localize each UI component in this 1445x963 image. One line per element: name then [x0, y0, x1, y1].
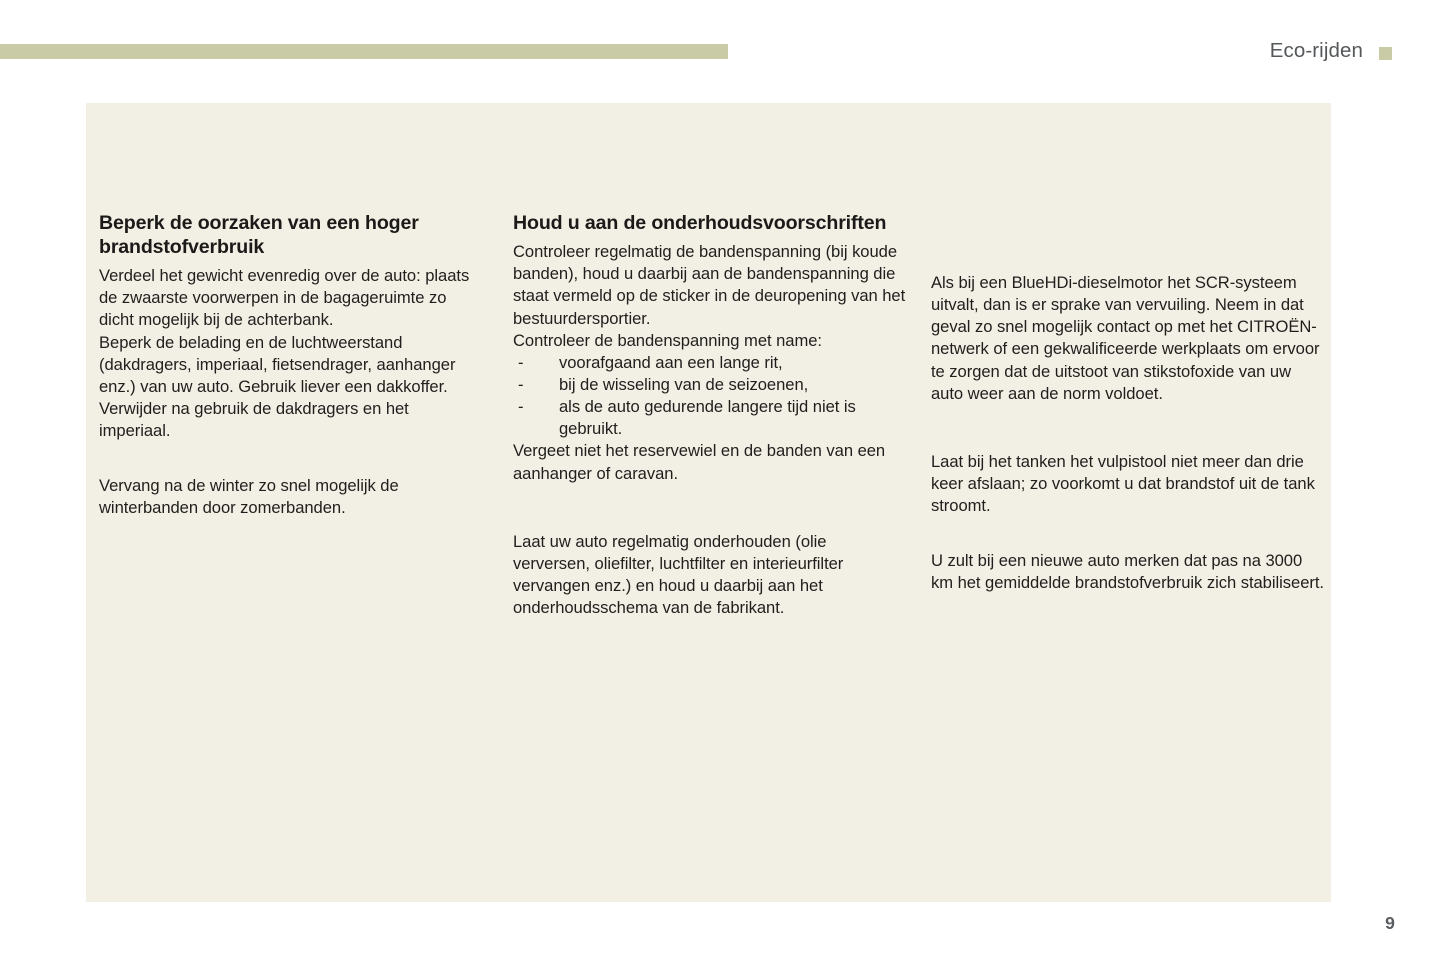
text-column-2: [513, 211, 906, 619]
spacer: [931, 517, 1324, 550]
text-column-3: [931, 211, 1324, 595]
spacer: [513, 485, 906, 531]
header-accent-bar: [0, 44, 728, 59]
spacer: [931, 211, 1324, 272]
paragraph: Controleer regelmatig de bandenspanning (bij koude banden), houd u daarbij aan de bandenspanning die staat vermeld op de sticker in de deuropening van het bestuurdersportier.: [513, 242, 906, 328]
paragraph: Vergeet niet het reservewiel en de banden van een aanhanger of caravan.: [513, 441, 886, 483]
paragraph: Beperk de belading en de luchtweerstand (dakdragers, imperiaal, fietsendrager, aanhanger enz.) van uw auto. Gebruik liever een dakkoffer.: [99, 332, 456, 396]
page-number: 9: [1385, 913, 1395, 933]
section-title: Eco-rijden: [1269, 39, 1363, 62]
paragraph: Verdeel het gewicht evenredig over de auto: plaats de zwaarste voorwerpen in de bagageruimte zo dicht mogelijk bij de achterbank.: [99, 266, 470, 330]
spacer: [99, 442, 477, 475]
square-marker-icon: [1379, 47, 1392, 60]
list-item: [513, 396, 906, 440]
paragraph: Laat bij het tanken het vulpistool niet meer dan drie keer afslaan; zo voorkomt u dat brandstof uit de tank stroomt.: [931, 451, 1315, 516]
paragraph: Laat uw auto regelmatig onderhouden (olie verversen, oliefilter, luchtfilter en interieurfilter vervangen enz.) en houd u daarbij aan het onderhoudsschema van de fabrikant.: [513, 531, 844, 618]
paragraph: Vervang na de winter zo snel mogelijk de winterbanden door zomerbanden.: [99, 476, 399, 518]
dash-marker: -: [518, 374, 524, 394]
paragraph: Controleer de bandenspanning met name:: [513, 330, 822, 350]
dash-list: [513, 352, 906, 441]
spacer: [931, 405, 1324, 451]
paragraph: U zult bij een nieuwe auto merken dat pas na 3000 km het gemiddelde brandstofverbruik zich stabiliseert.: [931, 551, 1324, 593]
paragraph: Verwijder na gebruik de dakdragers en het imperiaal.: [99, 399, 409, 441]
column-2-heading: Houd u aan de onderhoudsvoorschriften: [513, 212, 887, 234]
dash-marker: -: [518, 352, 524, 372]
page-content-panel: [86, 103, 1331, 902]
list-item-label: als de auto gedurende langere tijd niet is gebruikt.: [559, 397, 856, 439]
list-item-label: bij de wisseling van de seizoenen,: [559, 374, 809, 394]
list-item: [513, 374, 906, 396]
text-column-1: [99, 211, 477, 520]
list-item-label: voorafgaand aan een lange rit,: [559, 352, 783, 372]
dash-marker: -: [518, 397, 524, 417]
paragraph: Als bij een BlueHDi-dieselmotor het SCR-systeem uitvalt, dan is er sprake van vervuiling. Neem in dat geval zo snel mogelijk contact op met het CITROËN-netwerk of een gekwalificeerde werkplaats om ervoor te zorgen dat de uitstoot van stikstofoxide van uw auto weer aan de norm voldoet.: [931, 273, 1320, 403]
column-1-heading: Beperk de oorzaken van een hoger brandstofverbruik: [99, 212, 419, 259]
list-item: [513, 352, 906, 374]
